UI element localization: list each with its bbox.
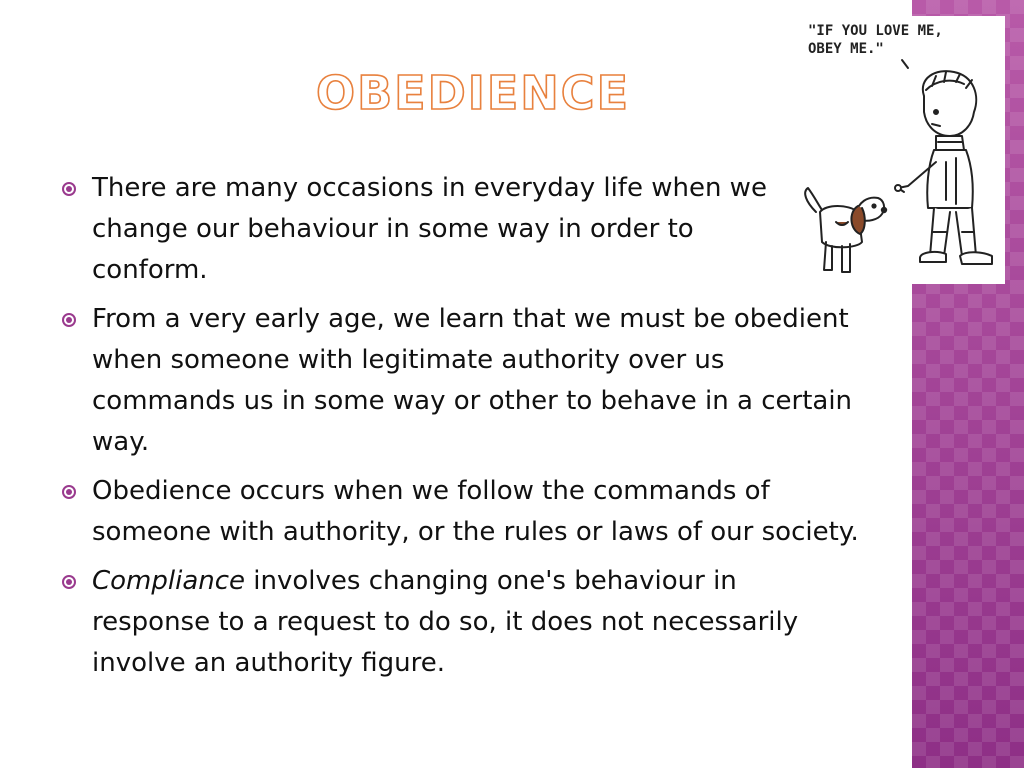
- bullet-text: [92, 566, 798, 678]
- bullet-text: There are many occasions in everyday life when we change our behaviour in some way in order to conform.: [92, 173, 767, 285]
- slide-title: OBEDIENCE: [316, 66, 630, 120]
- bullet-list: [62, 168, 862, 692]
- bullet-emphasis: Compliance: [92, 566, 246, 596]
- cartoon-illustration: [786, 16, 1005, 284]
- boy-figure: [895, 71, 992, 264]
- bullet-icon: [62, 575, 76, 589]
- bullet-item: [62, 299, 862, 463]
- cartoon-drawing: [786, 16, 1005, 284]
- bullet-icon: [62, 182, 76, 196]
- dog-figure: [805, 188, 886, 272]
- bullet-text-rest: involves changing one's behaviour in response to a request to do so, it does not necessarily involve an authority figure.: [92, 566, 799, 678]
- bullet-text: Obedience occurs when we follow the commands of someone with authority, or the rules or laws of our society.: [92, 476, 859, 547]
- speech-tail: [902, 60, 908, 68]
- bullet-text: From a very early age, we learn that we must be obedient when someone with legitimate authority over us commands us in some way or other to behave in a certain way.: [92, 304, 853, 457]
- bullet-item: [62, 168, 782, 291]
- bullet-icon: [62, 313, 76, 327]
- bullet-item: [62, 471, 862, 553]
- bullet-icon: [62, 485, 76, 499]
- cartoon-caption-line1: "IF YOU LOVE ME,: [808, 23, 943, 39]
- cartoon-caption-line2: OBEY ME.": [808, 41, 884, 57]
- bullet-item: [62, 561, 862, 684]
